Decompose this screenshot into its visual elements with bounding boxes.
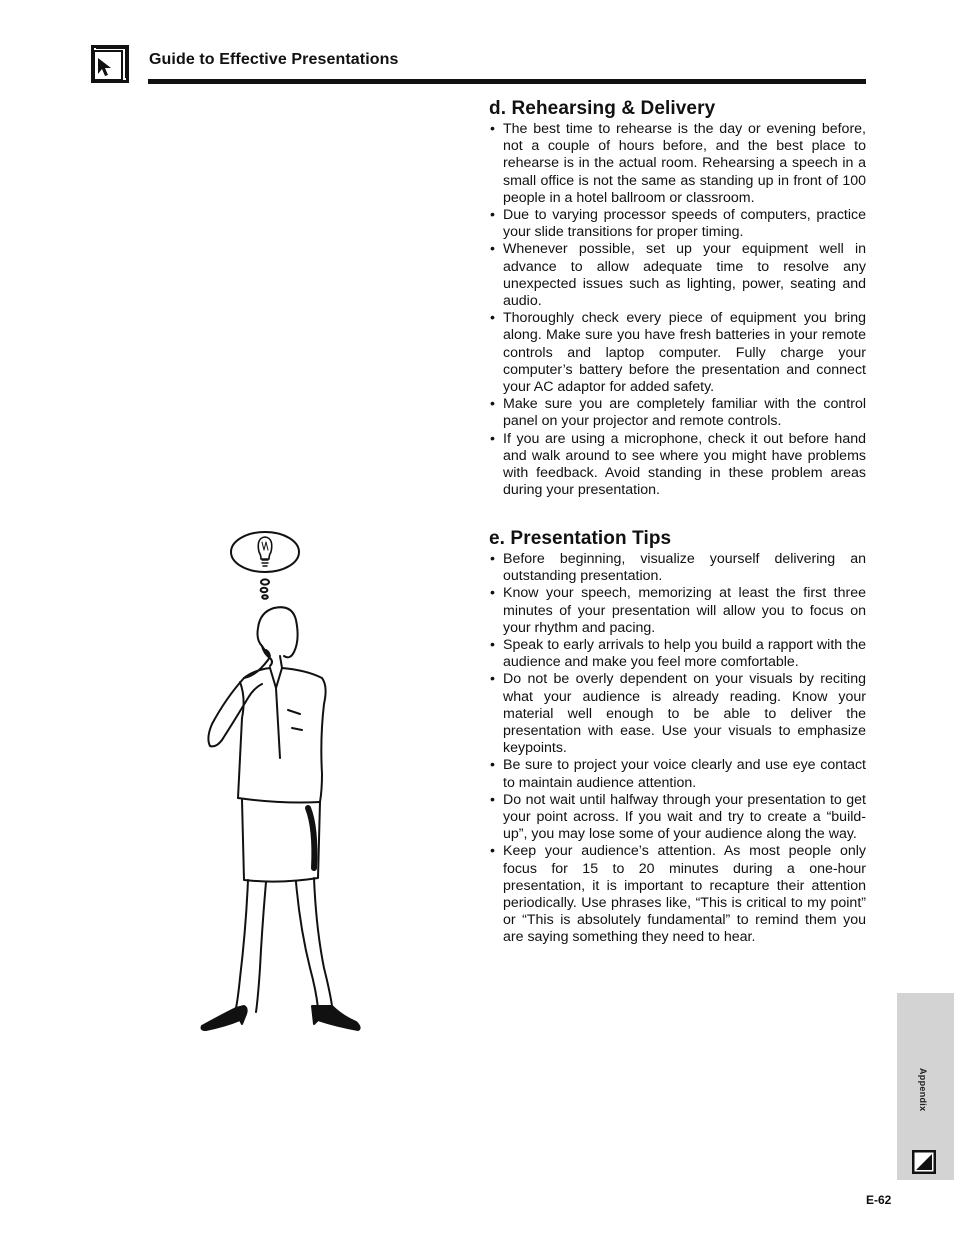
section-title: d. Rehearsing & Delivery xyxy=(489,98,716,119)
page-number: E-62 xyxy=(866,1193,892,1207)
bullet-list xyxy=(489,551,866,947)
bullet-item: • Know your speech, memorizing at least the first three minutes of your presentation will allow you to focus on your rhythm and pacing. xyxy=(489,585,866,637)
section-title: e. Presentation Tips xyxy=(489,528,672,549)
side-tab-label: Appendix xyxy=(918,1068,928,1112)
book-corner-icon xyxy=(90,44,130,84)
bullet-item: • Due to varying processor speeds of computers, practice your slide transitions for proper timing. xyxy=(489,207,866,241)
bullet-item: • Thoroughly check every piece of equipment you bring along. Make sure you have fresh batteries in your remote controls and laptop computer. Fully charge your computer’s battery before the presentation and connect your AC adaptor for added safety. xyxy=(489,310,866,396)
book-corner-icon xyxy=(912,1150,936,1174)
bullet-item: • Before beginning, visualize yourself delivering an outstanding presentation. xyxy=(489,551,866,585)
bullet-item: • Be sure to project your voice clearly and use eye contact to maintain audience attention. xyxy=(489,757,866,791)
bullet-item: • If you are using a microphone, check it out before hand and walk around to see where you might have problems with feedback. Avoid standing in these problem areas during your presentation. xyxy=(489,431,866,500)
bullet-item: • Speak to early arrivals to help you build a rapport with the audience and make you feel more comfortable. xyxy=(489,637,866,671)
page-header-title: Guide to Effective Presentations xyxy=(149,51,399,68)
bullet-item: • Do not be overly dependent on your visuals by reciting what your audience is already reading. Know your material well enough to be able to deliver the presentation with ease. Use your visuals to emphasize keypoints. xyxy=(489,671,866,757)
header-divider xyxy=(148,79,866,84)
section-presentation-tips xyxy=(489,527,866,947)
bullet-item: • Keep your audience’s attention. As most people only focus for 15 to 20 minutes during a one-hour presentation, it is important to recapture their attention periodically. Use phrases like, “This is critical to my point” or “This is absolutely fundamental” to remind them you are saying something they need to hear. xyxy=(489,843,866,946)
bullet-item: • Whenever possible, set up your equipment well in advance to allow adequate time to resolve any unexpected issues such as lighting, power, seating and audio. xyxy=(489,241,866,310)
thinking-woman-illustration xyxy=(196,528,364,1036)
bullet-item: • Make sure you are completely familiar with the control panel on your projector and remote controls. xyxy=(489,396,866,430)
bullet-list xyxy=(489,121,866,499)
bullet-item: • Do not wait until halfway through your presentation to get your point across. If you wait and try to create a “build-up”, you may lose some of your audience along the way. xyxy=(489,792,866,844)
bullet-item: • The best time to rehearse is the day or evening before, not a couple of hours before, and the best place to rehearse is in the actual room. Rehearsing a speech in a small office is not the same as standing up in front of 100 people in a hotel ballroom or classroom. xyxy=(489,121,866,207)
section-rehearsing-delivery xyxy=(489,97,866,499)
